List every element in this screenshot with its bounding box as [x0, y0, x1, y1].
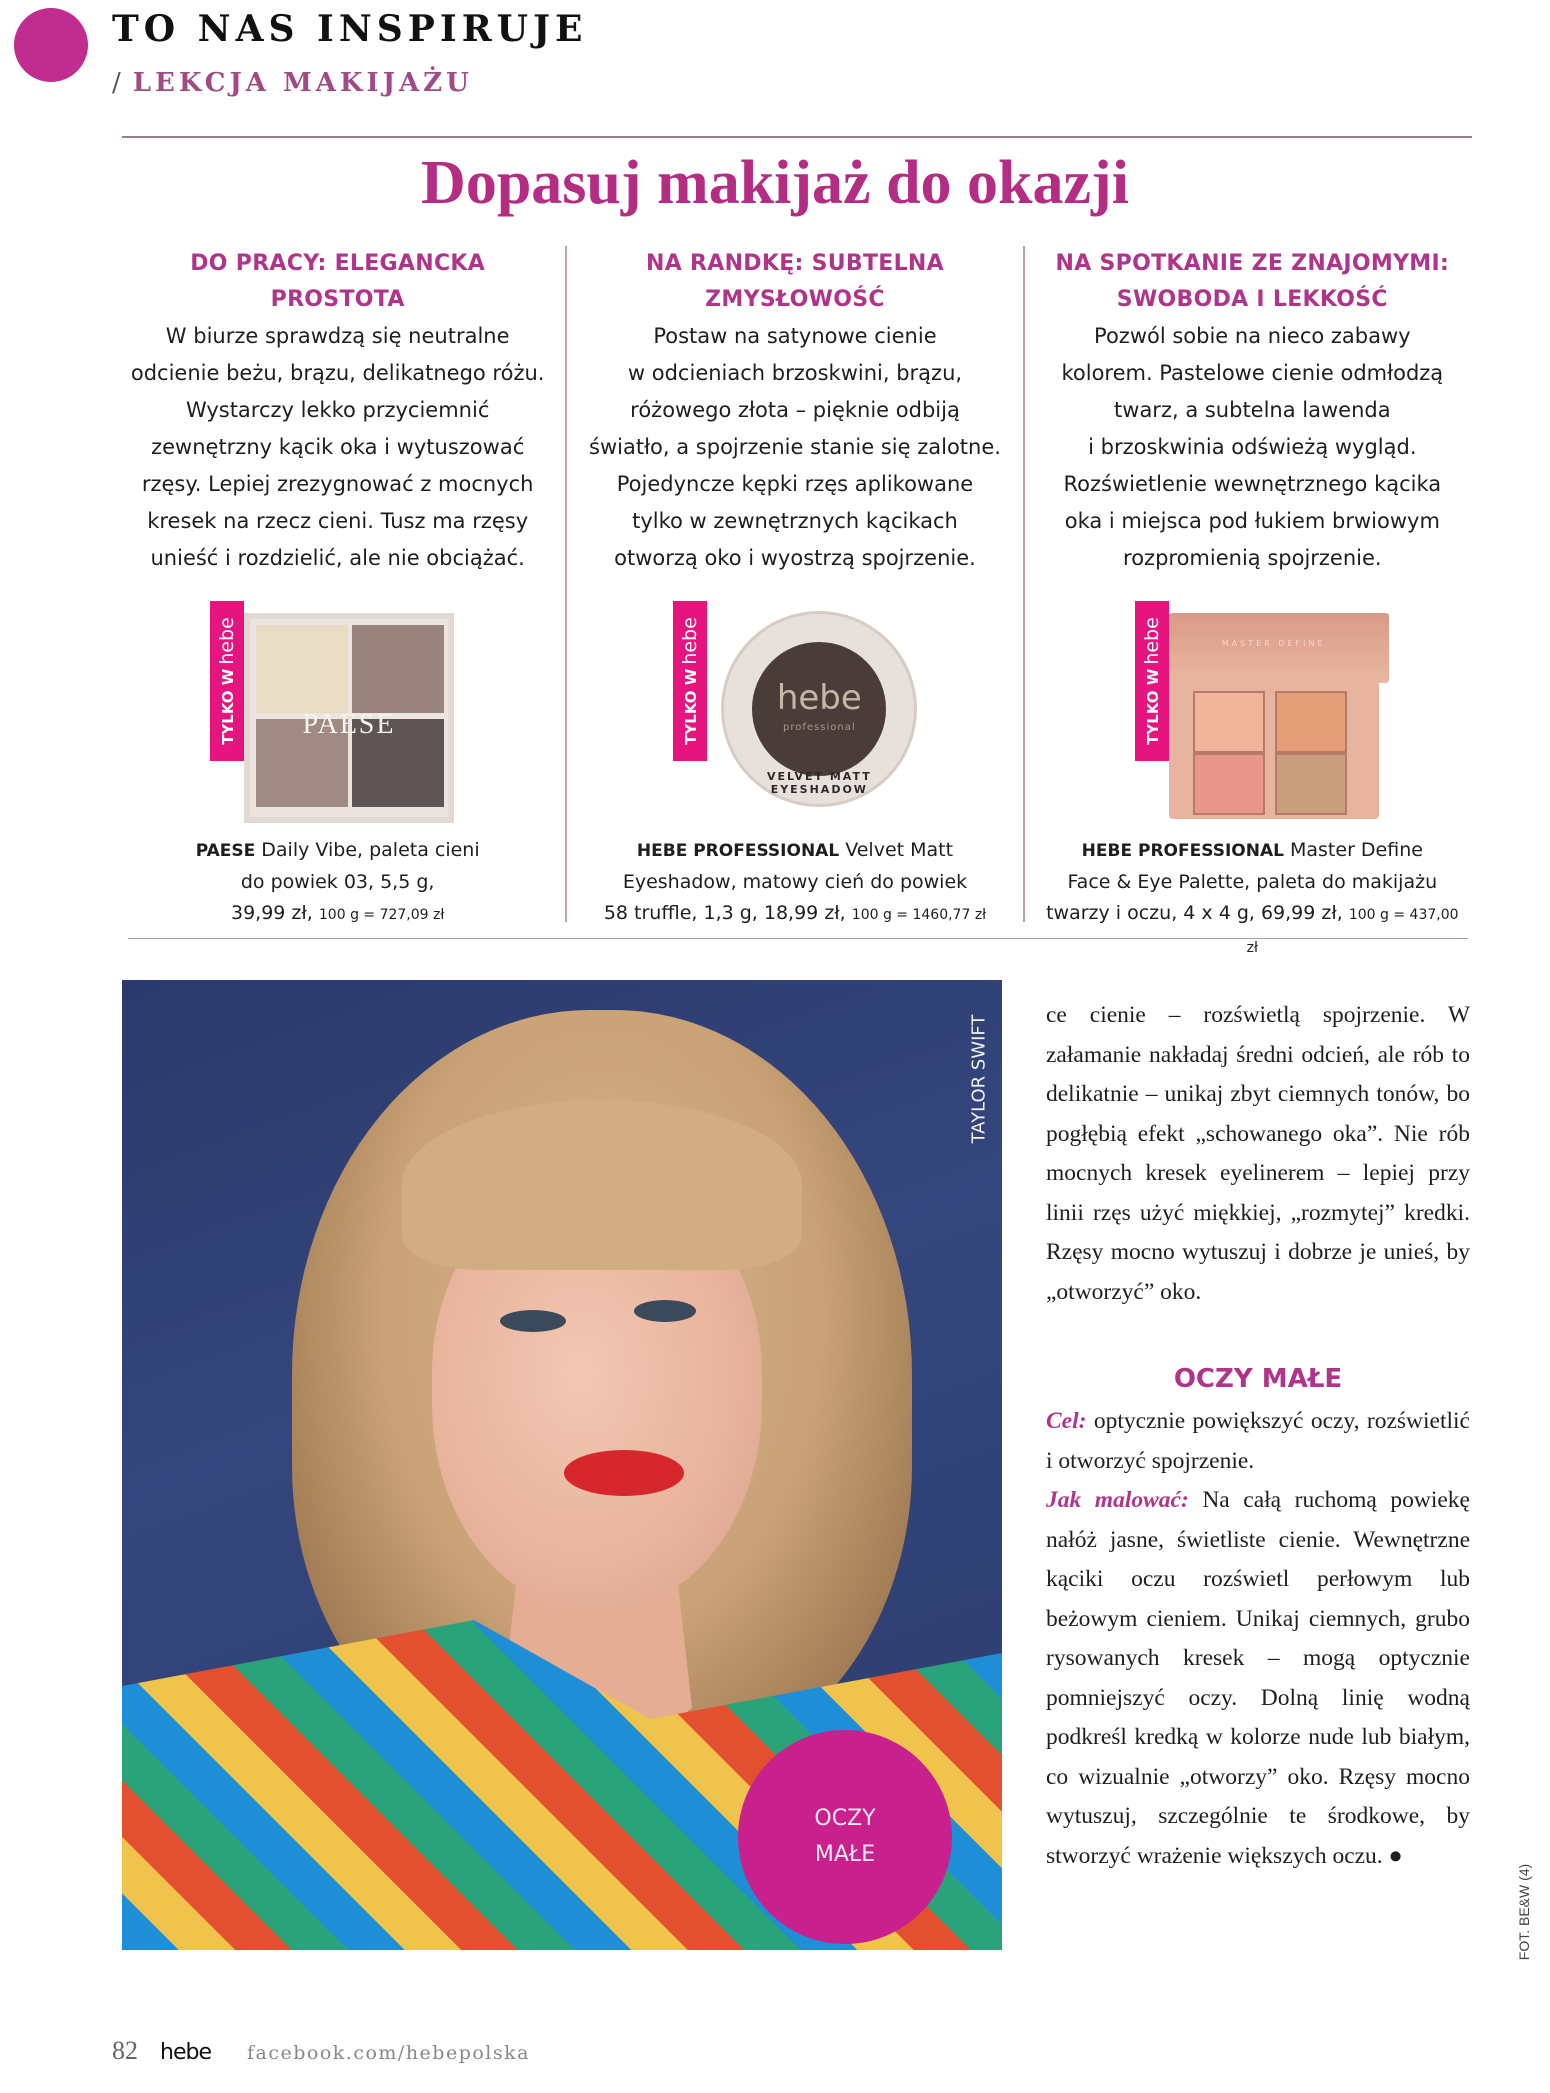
photo-caption [964, 994, 994, 1164]
column-date [565, 246, 1022, 922]
exclusive-badge [210, 601, 244, 761]
body-line: kolorem. Pastelowe cienie odmłodzą [1061, 361, 1444, 385]
article-paragraph: ce cienie – rozświetlą spojrzenie. W załamanie nakładaj średni odcień, ale rób to delikatnie – unikaj zbyt ciemnych tonów, bo pogłębią efekt „schowanego oka”. Nie rób mocnych kresek eyelinerem – lepiej przy linii rzęs użyć miękkiej, „rozmytej” kredki. Rzęsy mocno wytuszuj i dobrze je unieś, by „otworzyć” oko. [1046, 1002, 1470, 1305]
mid-divider [128, 938, 1468, 939]
footer-brand-logo: hebe [160, 2040, 211, 2065]
shade-pan [1275, 691, 1347, 753]
photo-eye [500, 1310, 566, 1332]
badge-brand: hebe [216, 617, 238, 665]
column-work [110, 246, 565, 922]
footer-link[interactable]: facebook.com/hebepolska [246, 2042, 530, 2064]
body-line: rozpromienią spojrzenie. [1123, 546, 1382, 570]
body-line: twarz, a subtelna lawenda [1114, 398, 1391, 422]
eyeshadow-palette-image [244, 613, 454, 823]
section-heading: OCZY MAŁE [1173, 1364, 1343, 1394]
body-line: Pozwól sobie na nieco zabawy [1094, 324, 1411, 348]
product-brand: HEBE PROFESSIONAL [1081, 841, 1284, 861]
body-line: otworzą oko i wyostrzą spojrzenie. [614, 546, 976, 570]
face-eye-palette-image [1169, 613, 1379, 819]
product-brand: PAESE [195, 841, 256, 861]
page-footer [112, 2036, 530, 2066]
badge-prefix: TYLKO W [682, 668, 701, 745]
product-details: do powiek 03, 5,5 g, [240, 871, 435, 893]
compact-ring-label: VELVET MATT EYESHADOW [766, 770, 872, 796]
product-price: twarzy i oczu, 4 x 4 g, 69,99 zł, [1046, 902, 1343, 924]
product-name: Velvet Matt [845, 839, 954, 861]
subsection-label: LEKCJA MAKIJAŻU [132, 68, 473, 98]
goal-text: optycznie powiększyć oczy, rozświetlić i otworzyć spojrzenie. [1046, 1408, 1470, 1474]
body-line: i brzoskwinia odświeżą wygląd. [1088, 435, 1417, 459]
top-divider [122, 136, 1472, 138]
palette-brand-label: PAESE [302, 709, 396, 740]
sticker-line: MAŁE [814, 1842, 876, 1867]
title-line: SWOBODA I LEKKOŚĆ [1116, 287, 1388, 312]
product-details: Eyeshadow, matowy cień do powiek [622, 871, 968, 893]
occasion-columns [110, 246, 1480, 956]
title-line: ZMYSŁOWOŚĆ [705, 287, 885, 312]
column-friends [1023, 246, 1480, 956]
product-price: 39,99 zł, [230, 902, 313, 924]
body-line: w odcieniach brzoskwini, brązu, [627, 361, 963, 385]
shade-pan [1275, 753, 1347, 815]
product-details: Face & Eye Palette, paleta do makijażu [1067, 871, 1438, 893]
photo-caption-text: TAYLOR SWIFT [968, 1014, 990, 1144]
product-image-paese [124, 601, 551, 833]
body-line: Pojedyncze kępki rzęs aplikowane [616, 472, 974, 496]
page-title: Dopasuj makijaż do okazji [421, 149, 1129, 217]
section-kicker: TO NAS INSPIRUJE [112, 8, 588, 50]
product-caption [581, 835, 1008, 931]
page-number: 82 [112, 2036, 138, 2065]
body-line: odcienie beżu, brązu, delikatnego różu. [130, 361, 545, 385]
lid-label: MASTER DEFINE [1221, 639, 1326, 648]
photo-lips [564, 1450, 684, 1496]
how-text: Na całą ruchomą powiekę nałóż jasne, świetliste cienie. Wewnętrzne kąciki oczu rozświetl perłowym lub beżowym cieniem. Unikaj ciemnych, grubo rysowanych kresek – mogą optycznie pomniejszyć oczy. Dolną linię wodną podkreśl kredką w kolorze nude lub białym, co wizualnie „otworzy” oko. Rzęsy mocno wytuszuj, szczególnie te środkowe, by stworzyć wrażenie większych oczu. ● [1046, 1487, 1470, 1869]
title-line: DO PRACY: ELEGANCKA [190, 251, 486, 276]
body-line: tylko w zewnętrznych kącikach [632, 509, 958, 533]
exclusive-badge [673, 601, 707, 761]
shade-pan [752, 642, 886, 776]
body-line: zewnętrzny kącik oka i wytuszować [151, 435, 525, 459]
title-line: NA RANDKĘ: SUBTELNA [646, 251, 944, 276]
celebrity-photo [122, 980, 1002, 1950]
exclusive-badge [1135, 601, 1169, 761]
badge-prefix: TYLKO W [219, 668, 237, 745]
unit-price: 100 g = 437,00 zł [1246, 907, 1459, 956]
body-line: światło, a spojrzenie stanie się zalotne. [589, 435, 1001, 459]
product-image-velvet-matt [581, 601, 1008, 833]
product-caption [124, 835, 551, 931]
body-line: Postaw na satynowe cienie [653, 324, 937, 348]
photo-eye [634, 1300, 696, 1322]
badge-prefix: TYLKO W [1143, 668, 1162, 745]
slash: / [112, 68, 125, 98]
badge-brand: hebe [679, 617, 702, 665]
photo-bangs [402, 1100, 802, 1270]
shade-pan [1193, 753, 1265, 815]
compact-brand-label: hebe [776, 678, 862, 718]
product-name: Daily Vibe, paleta cieni [261, 839, 480, 861]
body-line: rzęsy. Lepiej zrezygnować z mocnych [141, 472, 534, 496]
subsection-kicker [112, 68, 473, 98]
product-caption [1039, 835, 1466, 964]
column-body [124, 318, 551, 577]
section-marker-dot [14, 8, 88, 82]
goal-label: Cel: [1046, 1408, 1087, 1434]
unit-price: 100 g = 727,09 zł [318, 907, 445, 923]
title-line: PROSTOTA [270, 287, 405, 312]
shade-pan [1193, 691, 1265, 753]
column-body [1039, 318, 1466, 577]
product-name: Master Define [1290, 839, 1423, 861]
product-brand: HEBE PROFESSIONAL [636, 841, 840, 861]
body-line: Wystarczy lekko przyciemnić [185, 398, 490, 422]
photo-credit-text: FOT. BE&W (4) [1516, 1863, 1532, 1961]
column-title [581, 246, 1008, 318]
topic-sticker [738, 1730, 952, 1944]
product-price: 58 truffle, 1,3 g, 18,99 zł, [603, 902, 846, 924]
body-line: W biurze sprawdzą się neutralne [165, 324, 510, 348]
body-line: kresek na rzecz cieni. Tusz ma rzęsy [147, 509, 529, 533]
photo-credit [1512, 1862, 1536, 1962]
how-paragraph [1046, 1481, 1470, 1876]
sticker-line: OCZY [814, 1806, 876, 1831]
unit-price: 100 g = 1460,77 zł [851, 907, 987, 923]
goal-paragraph [1046, 1402, 1470, 1481]
eyeshadow-compact-image [721, 611, 917, 807]
how-label: Jak malować: [1046, 1487, 1189, 1513]
column-title [1039, 246, 1466, 318]
compact-sub-label: professional [783, 722, 856, 733]
body-line: Rozświetlenie wewnętrznego kącika [1063, 472, 1442, 496]
column-body [581, 318, 1008, 577]
title-line: NA SPOTKANIE ZE ZNAJOMYMI: [1055, 251, 1450, 276]
shade-pan [256, 625, 348, 713]
badge-brand: hebe [1140, 617, 1163, 665]
body-line: unieść i rozdzielić, ale nie obciążać. [150, 546, 525, 570]
body-line: oka i miejsca pod łukiem brwiowym [1064, 509, 1440, 533]
body-line: różowego złota – pięknie odbiją [630, 398, 960, 422]
column-title [124, 246, 551, 318]
product-image-master-define [1039, 601, 1466, 833]
palette-lid [1169, 613, 1389, 683]
shade-pan [352, 625, 444, 713]
article-text [1046, 996, 1470, 1876]
